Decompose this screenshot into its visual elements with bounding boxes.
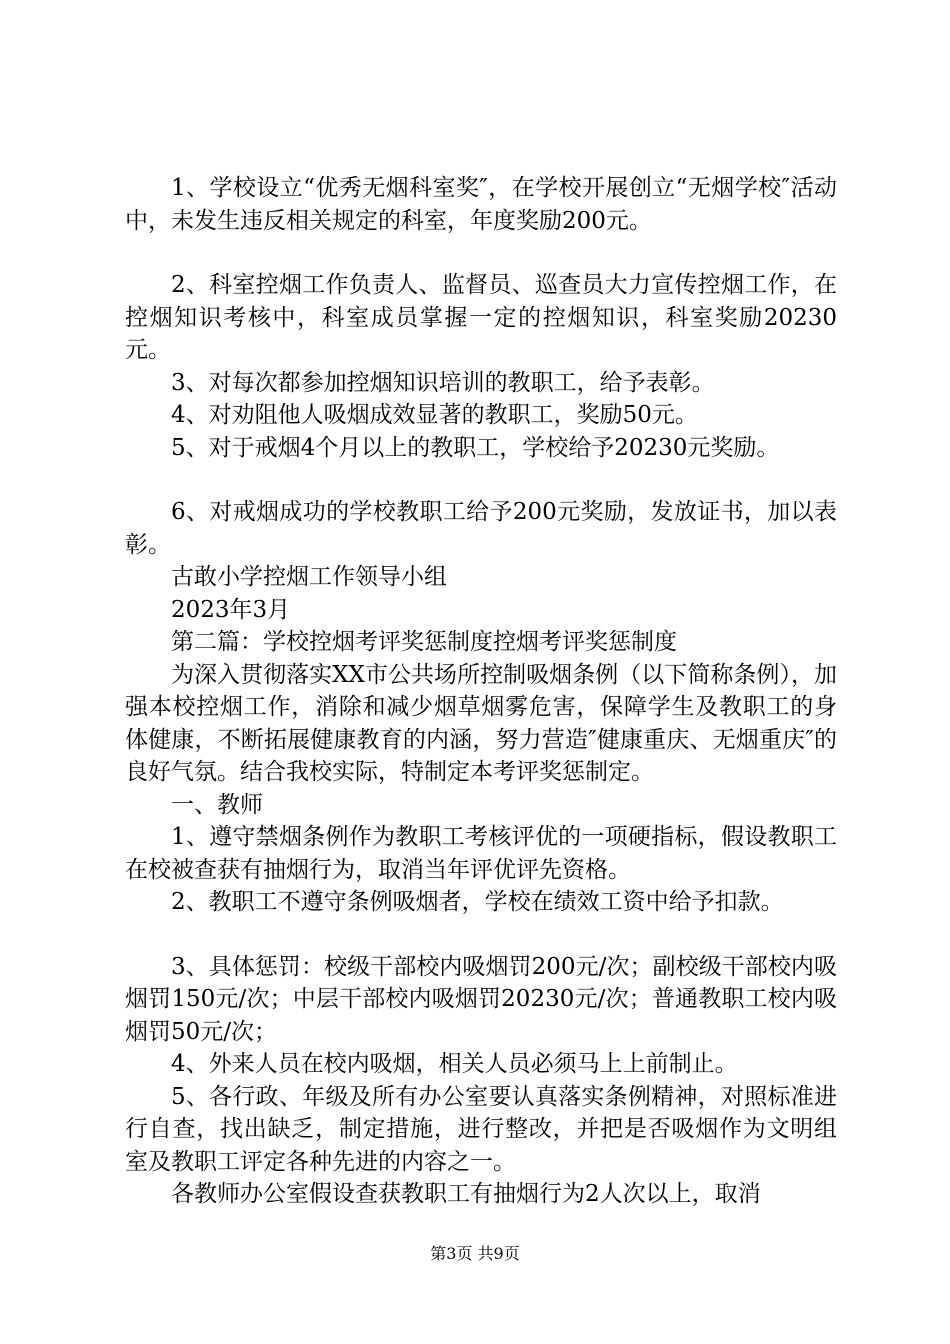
signature-date: 2023年3月	[171, 596, 291, 623]
paragraph-award-4: 4、对劝阻他人吸烟成效显著的教职工，奖励50元。	[171, 402, 698, 428]
signature-organization: 古敢小学控烟工作领导小组	[171, 564, 447, 590]
paragraph-award-3: 3、对每次都参加控烟知识培训的教职工，给予表彰。	[171, 369, 715, 396]
section-heading: 第二篇：学校控烟考评奖惩制度控烟考评奖惩制度	[171, 629, 677, 655]
paragraph-award-6: 6、对戒烟成功的学校教职工给予200元奖励，发放证书，加以表彰。	[125, 499, 837, 558]
subheading-teachers: 一、教师	[171, 791, 263, 818]
paragraph-rule-1: 1、遵守禁烟条例作为教职工考核评优的一项硬指标，假设教职工在校被查获有抽烟行为，取消当年评优评先资格。	[125, 824, 837, 883]
paragraph-rule-6: 各教师办公室假设查获教职工有抽烟行为2人次以上，取消	[171, 1181, 761, 1207]
paragraph-award-2: 2、科室控烟工作负责人、监督员、巡查员大力宣传控烟工作，在控烟知识考核中，科室成员掌握一定的控烟知识，科室奖励20230元。	[125, 272, 837, 363]
paragraph-rule-4: 4、外来人员在校内吸烟，相关人员必须马上上前制止。	[171, 1051, 738, 1077]
paragraph-rule-3: 3、具体惩罚：校级干部校内吸烟罚200元/次；副校级干部校内吸烟罚150元/次；中层干部校内吸烟罚20230元/次；普通教职工校内吸烟罚50元/次；	[125, 953, 837, 1045]
paragraph-rule-2: 2、教职工不遵守条例吸烟者，学校在绩效工资中给予扣款。	[171, 889, 784, 915]
paragraph-spacer	[125, 919, 837, 951]
document-body	[125, 172, 837, 1211]
page-number: 第3页 共9页	[430, 1244, 520, 1263]
paragraph-award-5: 5、对于戒烟4个月以上的教职工，学校给予20230元奖励。	[171, 434, 780, 461]
paragraph-rule-5: 5、各行政、年级及所有办公室要认真落实条例精神，对照标准进行自查，找出缺乏，制定措施，进行整改，并把是否吸烟作为文明组室及教职工评定各种先进的内容之一。	[125, 1083, 837, 1175]
paragraph-spacer	[125, 464, 837, 496]
paragraph-award-1: 1、学校设立“优秀无烟科室奖″，在学校开展创立“无烟学校″活动中，未发生违反相关规定的科室，年度奖励200元。	[125, 175, 837, 234]
paragraph-spacer	[125, 237, 837, 269]
paragraph-intro: 为深入贯彻落实XX市公共场所控制吸烟条例（以下简称条例），加强本校控烟工作，消除和减少烟草烟雾危害，保障学生及教职工的身体健康，不断拓展健康教育的内涵，努力营造″健康重庆、无烟重庆″的良好气氛。结合我校实际，特制定本考评奖惩制定。	[125, 661, 837, 785]
